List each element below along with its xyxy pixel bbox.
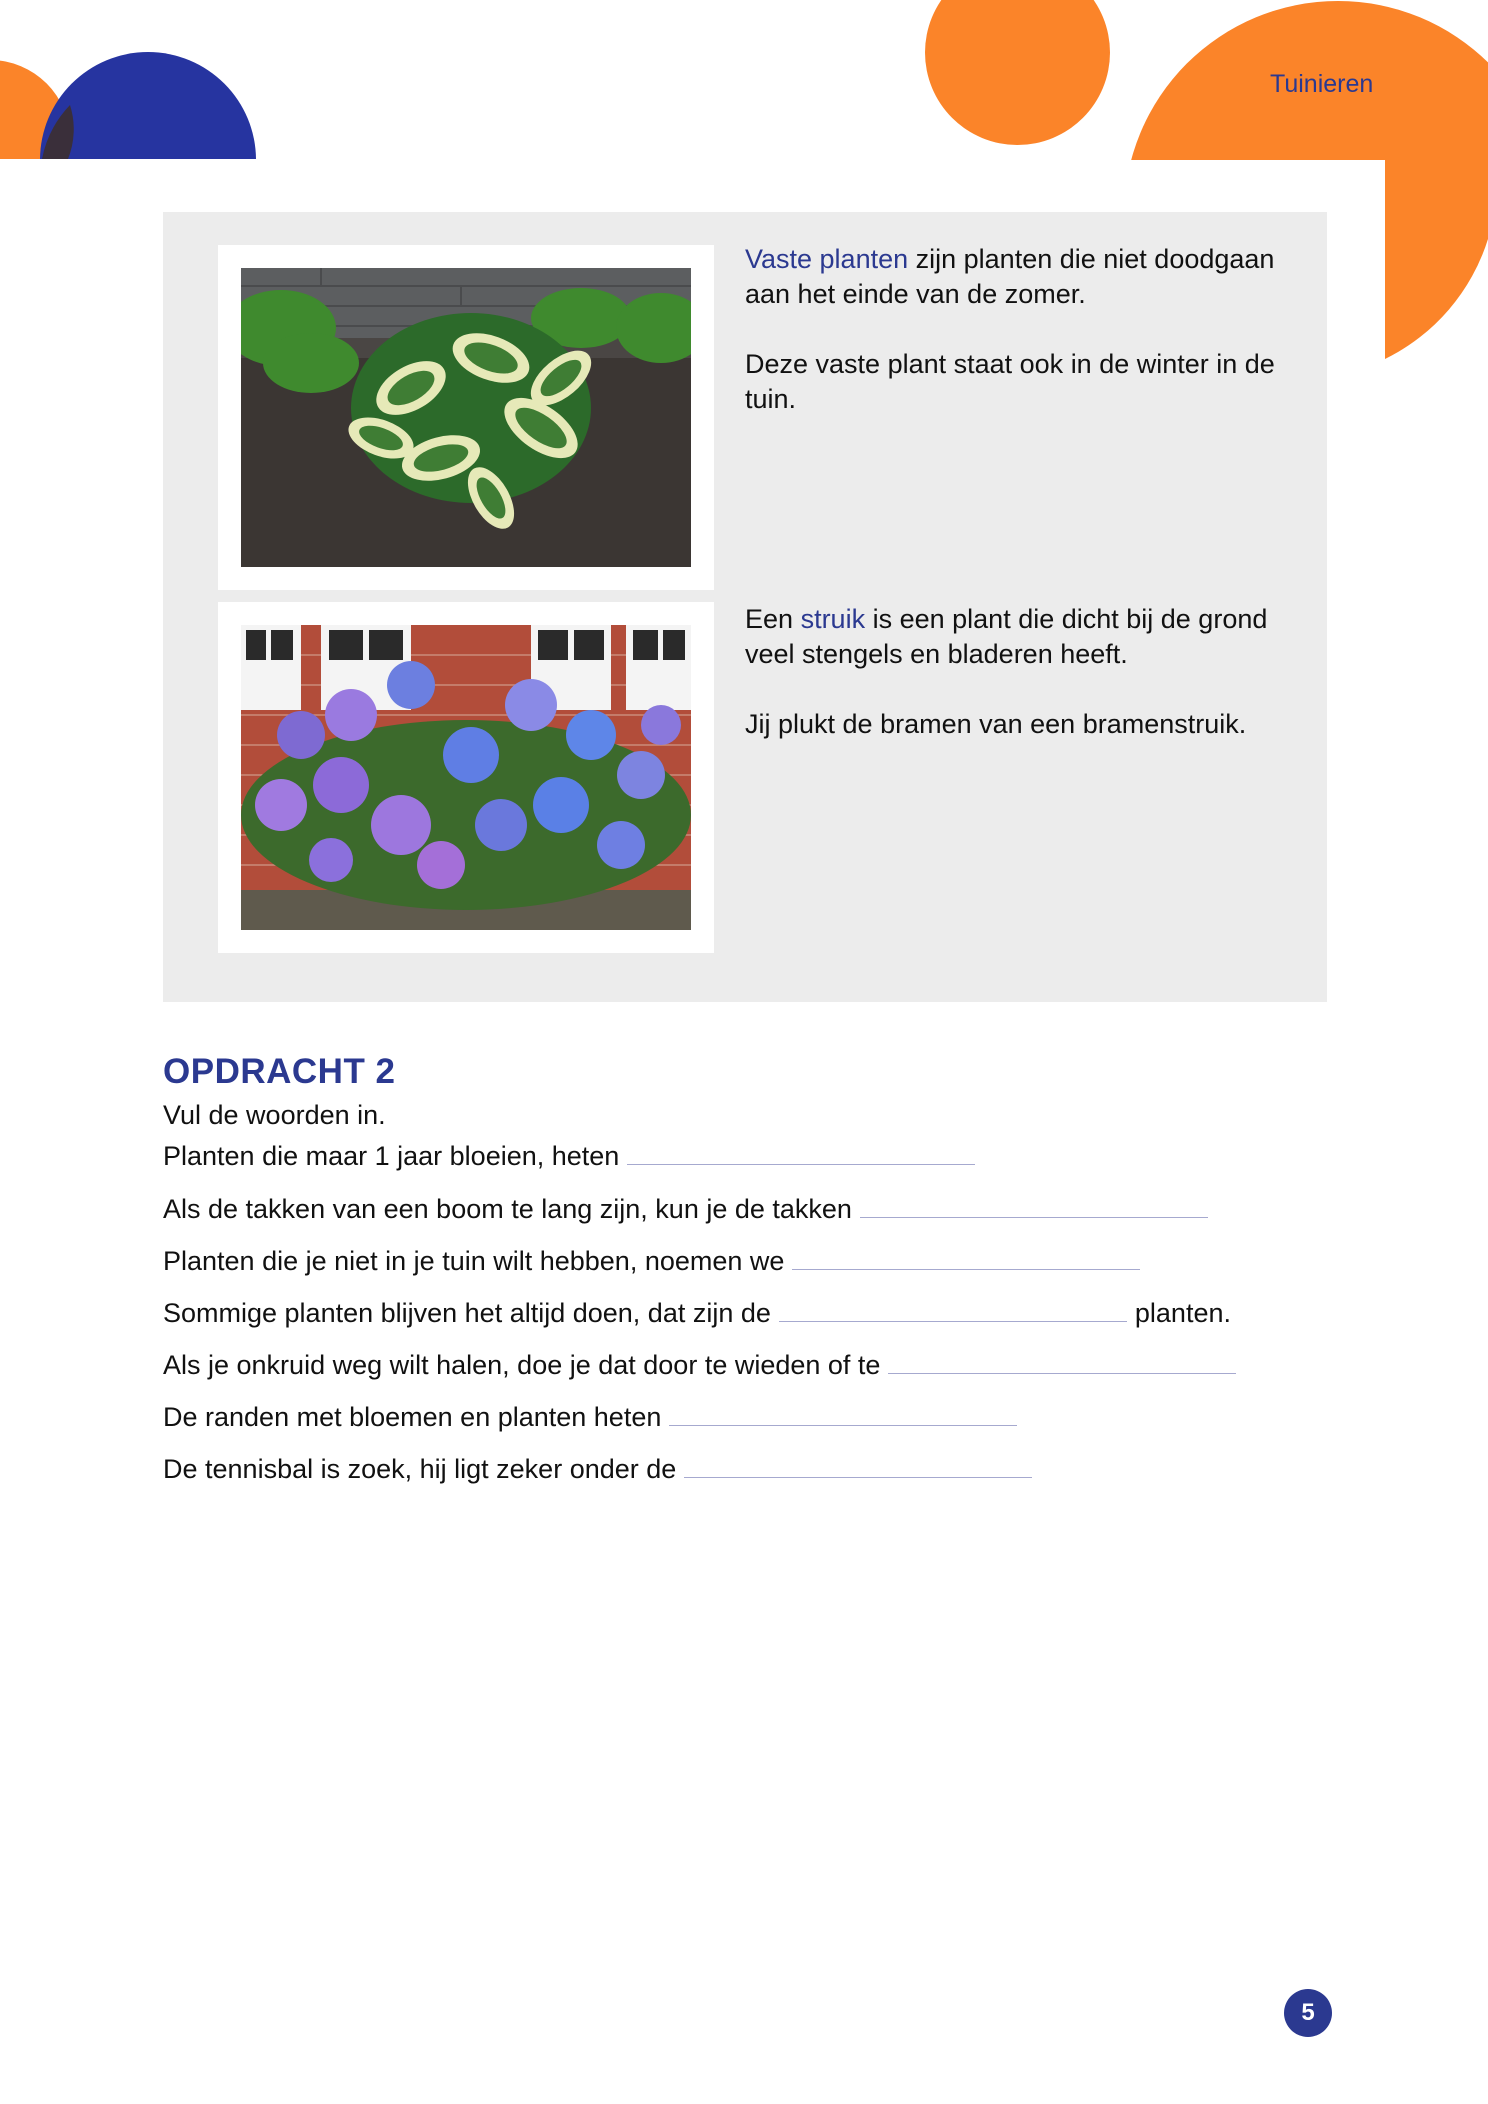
corner-decoration-left <box>0 0 300 159</box>
definition-prefix: Een <box>745 604 794 634</box>
fill-in-blank[interactable] <box>792 1243 1140 1270</box>
definition-text: zijn planten die niet doodgaan aan het einde van de zomer. <box>745 244 1275 309</box>
photo-frame-hosta <box>218 245 714 590</box>
info-text-vaste-planten <box>745 242 1285 452</box>
exercise-line-3 <box>163 1243 1148 1277</box>
corner-decoration-right <box>900 0 1488 160</box>
definition-vaste-planten <box>745 242 1285 312</box>
example-vaste-plant: Deze vaste plant staat ook in de winter in de tuin. <box>745 349 1275 414</box>
fill-in-blank[interactable] <box>684 1451 1032 1478</box>
info-text-struik <box>745 602 1285 777</box>
info-box <box>163 212 1327 1002</box>
exercise-line-7 <box>163 1451 1040 1485</box>
exercise-line-5 <box>163 1347 1244 1381</box>
sentence-suffix: planten. <box>1134 1298 1231 1328</box>
fill-in-blank[interactable] <box>860 1191 1208 1218</box>
sentence-text: Sommige planten blijven het altijd doen, dat zijn de <box>163 1298 771 1328</box>
exercise-title: OPDRACHT 2 <box>163 1052 396 1091</box>
exercise-instruction: Vul de woorden in. <box>163 1100 386 1130</box>
exercise-line-2 <box>163 1191 1216 1225</box>
hydrangea-shrub-photo <box>241 625 691 930</box>
header-topic-label: Tuinieren <box>1270 70 1374 98</box>
exercise-line-1 <box>163 1138 983 1172</box>
term-struik: struik <box>800 604 866 634</box>
definition-text: is een plant die dicht bij de grond veel stengels en bladeren heeft. <box>745 604 1268 669</box>
fill-in-blank[interactable] <box>888 1347 1236 1374</box>
sentence-text: Planten die maar 1 jaar bloeien, heten <box>163 1141 620 1171</box>
fill-in-blank[interactable] <box>779 1295 1127 1322</box>
sentence-text: Als je onkruid weg wilt halen, doe je dat door te wieden of te <box>163 1350 881 1380</box>
sentence-text: De randen met bloemen en planten heten <box>163 1402 662 1432</box>
orange-quarter-decoration <box>1385 159 1488 359</box>
sentence-text: Planten die je niet in je tuin wilt hebben, noemen we <box>163 1246 785 1276</box>
exercise-line-6 <box>163 1399 1025 1433</box>
photo-frame-hydrangea <box>218 602 714 953</box>
fill-in-blank[interactable] <box>669 1399 1017 1426</box>
sentence-text: De tennisbal is zoek, hij ligt zeker onder de <box>163 1454 677 1484</box>
fill-in-blank[interactable] <box>627 1138 975 1165</box>
definition-struik <box>745 602 1285 672</box>
example-struik: Jij plukt de bramen van een bramenstruik. <box>745 709 1247 739</box>
hosta-plant-photo <box>241 268 691 567</box>
term-vaste-planten: Vaste planten <box>745 244 909 274</box>
exercise-line-4 <box>163 1295 1231 1329</box>
page-number-badge: 5 <box>1284 1989 1332 2037</box>
sentence-text: Als de takken van een boom te lang zijn, kun je de takken <box>163 1194 852 1224</box>
